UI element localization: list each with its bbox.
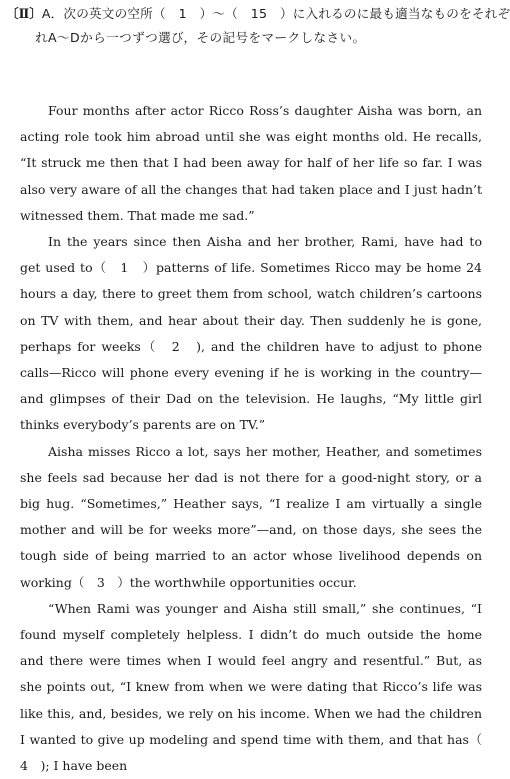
passage-paragraph-2: In the years since then Aisha and her brother, Rami, have had to get used to（ 1 ）patterns of life. Sometimes Ricco may be home 24 hours a day, there to greet them from school, watch children’s cartoons on TV with them, and hear about their day. Then suddenly he is gone, perhaps for weeks（ 2 ), and the children have to adjust to phone calls—Ricco will phone every evening if he is working in the country—and glimpses of their Dad on the television. He laughs, “My little girl thinks everybody’s parents are on TV.” bbox=[20, 234, 482, 433]
instruction-line-1 bbox=[6, 2, 510, 26]
english-passage bbox=[20, 98, 495, 779]
passage-paragraph-4: “When Rami was younger and Aisha still small,” she continues, “I found myself completely helpless. I didn’t do much outside the home and there were times when I would feel angry and resentful.” But, as she points out, “I knew from when we were dating that Ricco’s life was like this, and, besides, we rely on his income. When we had the children I wanted to give up modeling and spend time with them, and that has（ 4 ); I have been bbox=[20, 600, 495, 774]
instruction-text-1: A．次の英文の空所（ 1 ）〜（ 15 ）に入れるのに最も適当なものをそれぞ bbox=[41, 6, 510, 21]
instruction-line-2: れA〜Dから一つずつ選び，その記号をマークしなさい。 bbox=[35, 30, 366, 45]
question-header bbox=[6, 2, 510, 50]
passage-paragraph-3: Aisha misses Ricco a lot, says her mother, Heather, and sometimes she feels sad because her dad is not there for a good-night story, or a big hug. “Sometimes,” Heather says, “I realize I am virtually a single mother and will be for weeks more”—and, on those days, she sees the tough side of being married to an actor whose livelihood depends on working（ 3 ）the worthwhile opportunities occur. bbox=[20, 443, 482, 590]
question-number-marker: 〔Ⅱ〕 bbox=[6, 6, 42, 21]
passage-paragraph-1: Four months after actor Ricco Ross’s daughter Aisha was born, an acting role took him abroad until she was eight months old. He recalls, “It struck me then that I had been away for half of her life so far. I was also very aware of all the changes that had taken place and I just hadn’t witnessed them. That made me sad.” bbox=[20, 103, 482, 223]
